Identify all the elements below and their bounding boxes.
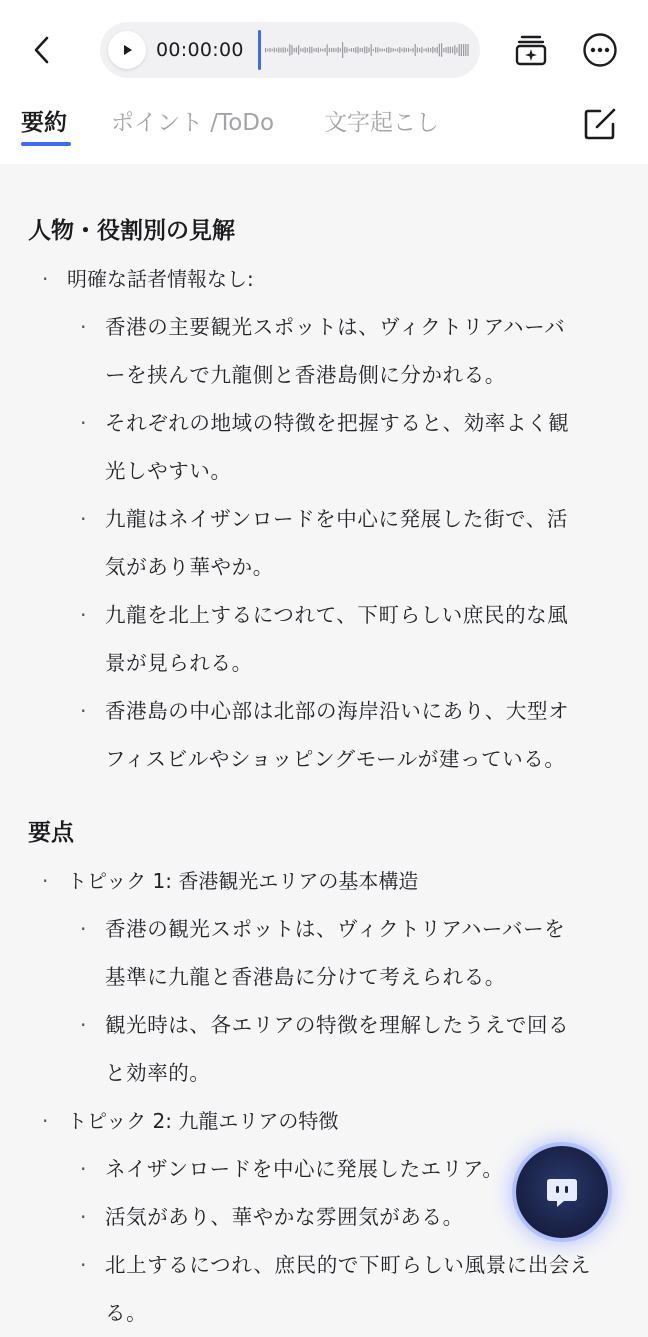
back-button[interactable] [22,30,62,70]
waveform-bar [426,48,427,52]
waveform-bar [355,47,356,53]
waveform-bar [373,49,374,51]
list-item [28,303,620,399]
edit-button[interactable] [580,104,620,144]
list-item [28,1001,620,1097]
waveform-bar [340,48,341,51]
waveform-bar [382,49,383,52]
list-item-text: 光しやすい。 [105,459,232,483]
list-item-text: · 北上するにつれ、庶民的で下町らしい風景に出会える。 [105,1253,592,1325]
waveform-bar [395,49,396,51]
waveform-bar [276,48,277,51]
tab-transcript[interactable]: 文字起こし [324,110,439,136]
waveform-bar [333,48,334,52]
waveform-bar [278,47,279,52]
list-item: · トピック 1: 香港観光エリアの基本構造 [28,857,620,905]
waveform-bar [437,47,438,54]
waveform-bar [329,48,330,52]
waveform-bar [393,48,394,51]
waveform-bar [375,47,376,53]
waveform-bar [443,48,444,52]
waveform-bar [388,47,389,53]
edit-icon [583,107,617,141]
waveform-bar [300,48,301,51]
waveform-bar [368,48,369,52]
sparkle-stack-icon [514,33,548,67]
chat-bubble-icon [542,1172,582,1212]
waveform-bar [289,44,290,55]
waveform-bar [459,44,460,56]
waveform-bar [349,49,350,51]
waveform-bar [322,49,323,52]
more-options-button[interactable] [580,30,620,70]
list-item-text: 景が見られる。 [105,651,253,675]
audio-player [100,22,480,78]
list-item-text: · 九龍を北上するにつれて、下町らしい庶民的な風 [105,603,569,627]
waveform-bar [452,47,453,53]
waveform-bar [360,48,361,52]
waveform-bar [316,48,317,52]
waveform-bar [415,44,416,56]
waveform-bar [445,47,446,53]
list-item-text: · 観光時は、各エリアの特徴を理解したうえで回る [105,1013,570,1037]
waveform-bar [450,47,451,54]
list-item-text: と効率的。 [105,1061,211,1085]
list-item-text: · ネイザンロードを中心に発展したエリア。 [105,1157,504,1181]
list-item-text: 基準に九龍と香港島に分けて考えられる。 [105,965,506,989]
waveform-bar [324,48,325,52]
waveform-bar [274,48,275,53]
waveform-bar [397,48,398,51]
waveform-bar [423,49,424,51]
list-item-text: · 香港島の中心部は北部の海岸沿いにあり、大型オ [105,699,570,723]
list-item: · トピック 2: 九龍エリアの特徴 [28,1097,620,1145]
waveform-bar [291,45,292,54]
waveform-bar [406,48,407,52]
waveform-bar [432,47,433,54]
waveform-bar [353,48,354,52]
list-item [28,495,620,591]
waveform-bar [331,48,332,52]
waveform-scrubber[interactable] [258,28,470,72]
waveform-bar [287,49,288,52]
list-item [28,399,620,495]
waveform-bar [465,44,466,56]
play-icon [120,43,134,57]
waveform-bar [335,48,336,51]
waveform-bar [441,43,442,57]
tab-bar [0,100,648,150]
waveform-bar [390,48,391,53]
waveform-bar [351,48,352,52]
waveform-bar [346,47,347,52]
section-title: 人物・役割別の見解 [28,218,235,244]
list-item-text: · 香港の主要観光スポットは、ヴィクトリアハーバ [105,315,566,339]
list-item-text: ーを挟んで九龍側と香港島側に分かれる。 [105,363,506,387]
list-item-text: フィスビルやショッピングモールが建っている。 [105,747,566,771]
playback-time: 00:00:00 [156,39,244,61]
list-item [28,1241,620,1337]
waveform-bar [265,48,266,53]
top-bar [0,0,648,164]
waveform-bar [338,47,339,53]
waveform-bar [408,48,409,52]
waveform-bar [386,48,387,53]
waveform-bar [327,44,328,55]
waveform-bar [421,47,422,53]
waveform-bar [294,48,295,52]
waveform-bar [439,44,440,57]
waveform-bar [357,47,358,54]
waveform-bar [417,47,418,52]
list-item-text: · それぞれの地域の特徴を把握すると、効率よく観 [105,411,570,435]
list-item-text: · 活気があり、華やかな雰囲気がある。 [105,1205,464,1229]
waveform-bar [366,47,367,53]
waveform-bar [434,48,435,52]
waveform-bar [305,47,306,53]
more-horizontal-icon [582,32,618,68]
waveform-bar [461,44,462,56]
waveform-bar [302,48,303,52]
playhead-cursor[interactable] [258,30,261,70]
waveform-bar [362,48,363,52]
waveform-bar [467,44,468,56]
waveform-bar [313,48,314,51]
waveform-bar [344,47,345,53]
section-key-points [0,809,648,1337]
chevron-left-icon [30,35,54,65]
list-item [28,591,620,687]
waveform-bar [401,49,402,52]
list-item-text: · 九龍はネイザンロードを中心に発展した街で、活 [105,507,568,531]
waveform-bar [272,49,273,51]
waveform-bar [342,42,343,58]
waveform-bar [311,47,312,53]
section-title: 要点 [28,820,74,846]
list-item: · 明確な話者情報なし: [28,255,620,303]
tab-summary[interactable]: 要約 [21,110,67,136]
list-item-text: · 香港の観光スポットは、ヴィクトリアハーバーを [105,917,566,941]
list-item-text: 気があり華やか。 [105,555,274,579]
waveform-bar [399,47,400,53]
waveform-bar [377,47,378,52]
waveform-bar [371,44,372,56]
waveform-bar [269,48,270,52]
waveform-bar [280,48,281,53]
waveform-bar [283,47,284,52]
waveform-bar [454,45,455,55]
waveform-bar [320,48,321,51]
waveform-bar [412,48,413,52]
waveform-bar [456,47,457,52]
waveform-bar [419,48,420,52]
waveform-bar [410,49,411,51]
list-item [28,687,620,783]
summary-content [0,164,648,1325]
list-item [28,905,620,1001]
ai-chat-button[interactable] [516,1146,608,1238]
ai-summary-button[interactable] [511,30,551,70]
waveform-bar [428,48,429,53]
waveform-bar [384,49,385,51]
waveform-bar [285,48,286,53]
waveform-bar [404,47,405,52]
waveform-bar [379,48,380,51]
waveform-bar [463,44,464,56]
waveform-bar [430,48,431,52]
play-button[interactable] [108,31,146,69]
waveform-bar [296,47,297,52]
active-tab-indicator [21,142,71,146]
waveform-bar [318,47,319,52]
waveform-bar [267,49,268,52]
section-perspectives [0,207,648,783]
waveform-bar [298,45,299,55]
tab-points-todo[interactable]: ポイント /ToDo [111,110,275,136]
waveform-bar [364,47,365,54]
waveform-bar [307,48,308,52]
waveform-bar [448,47,449,54]
waveform-bar [309,47,310,54]
